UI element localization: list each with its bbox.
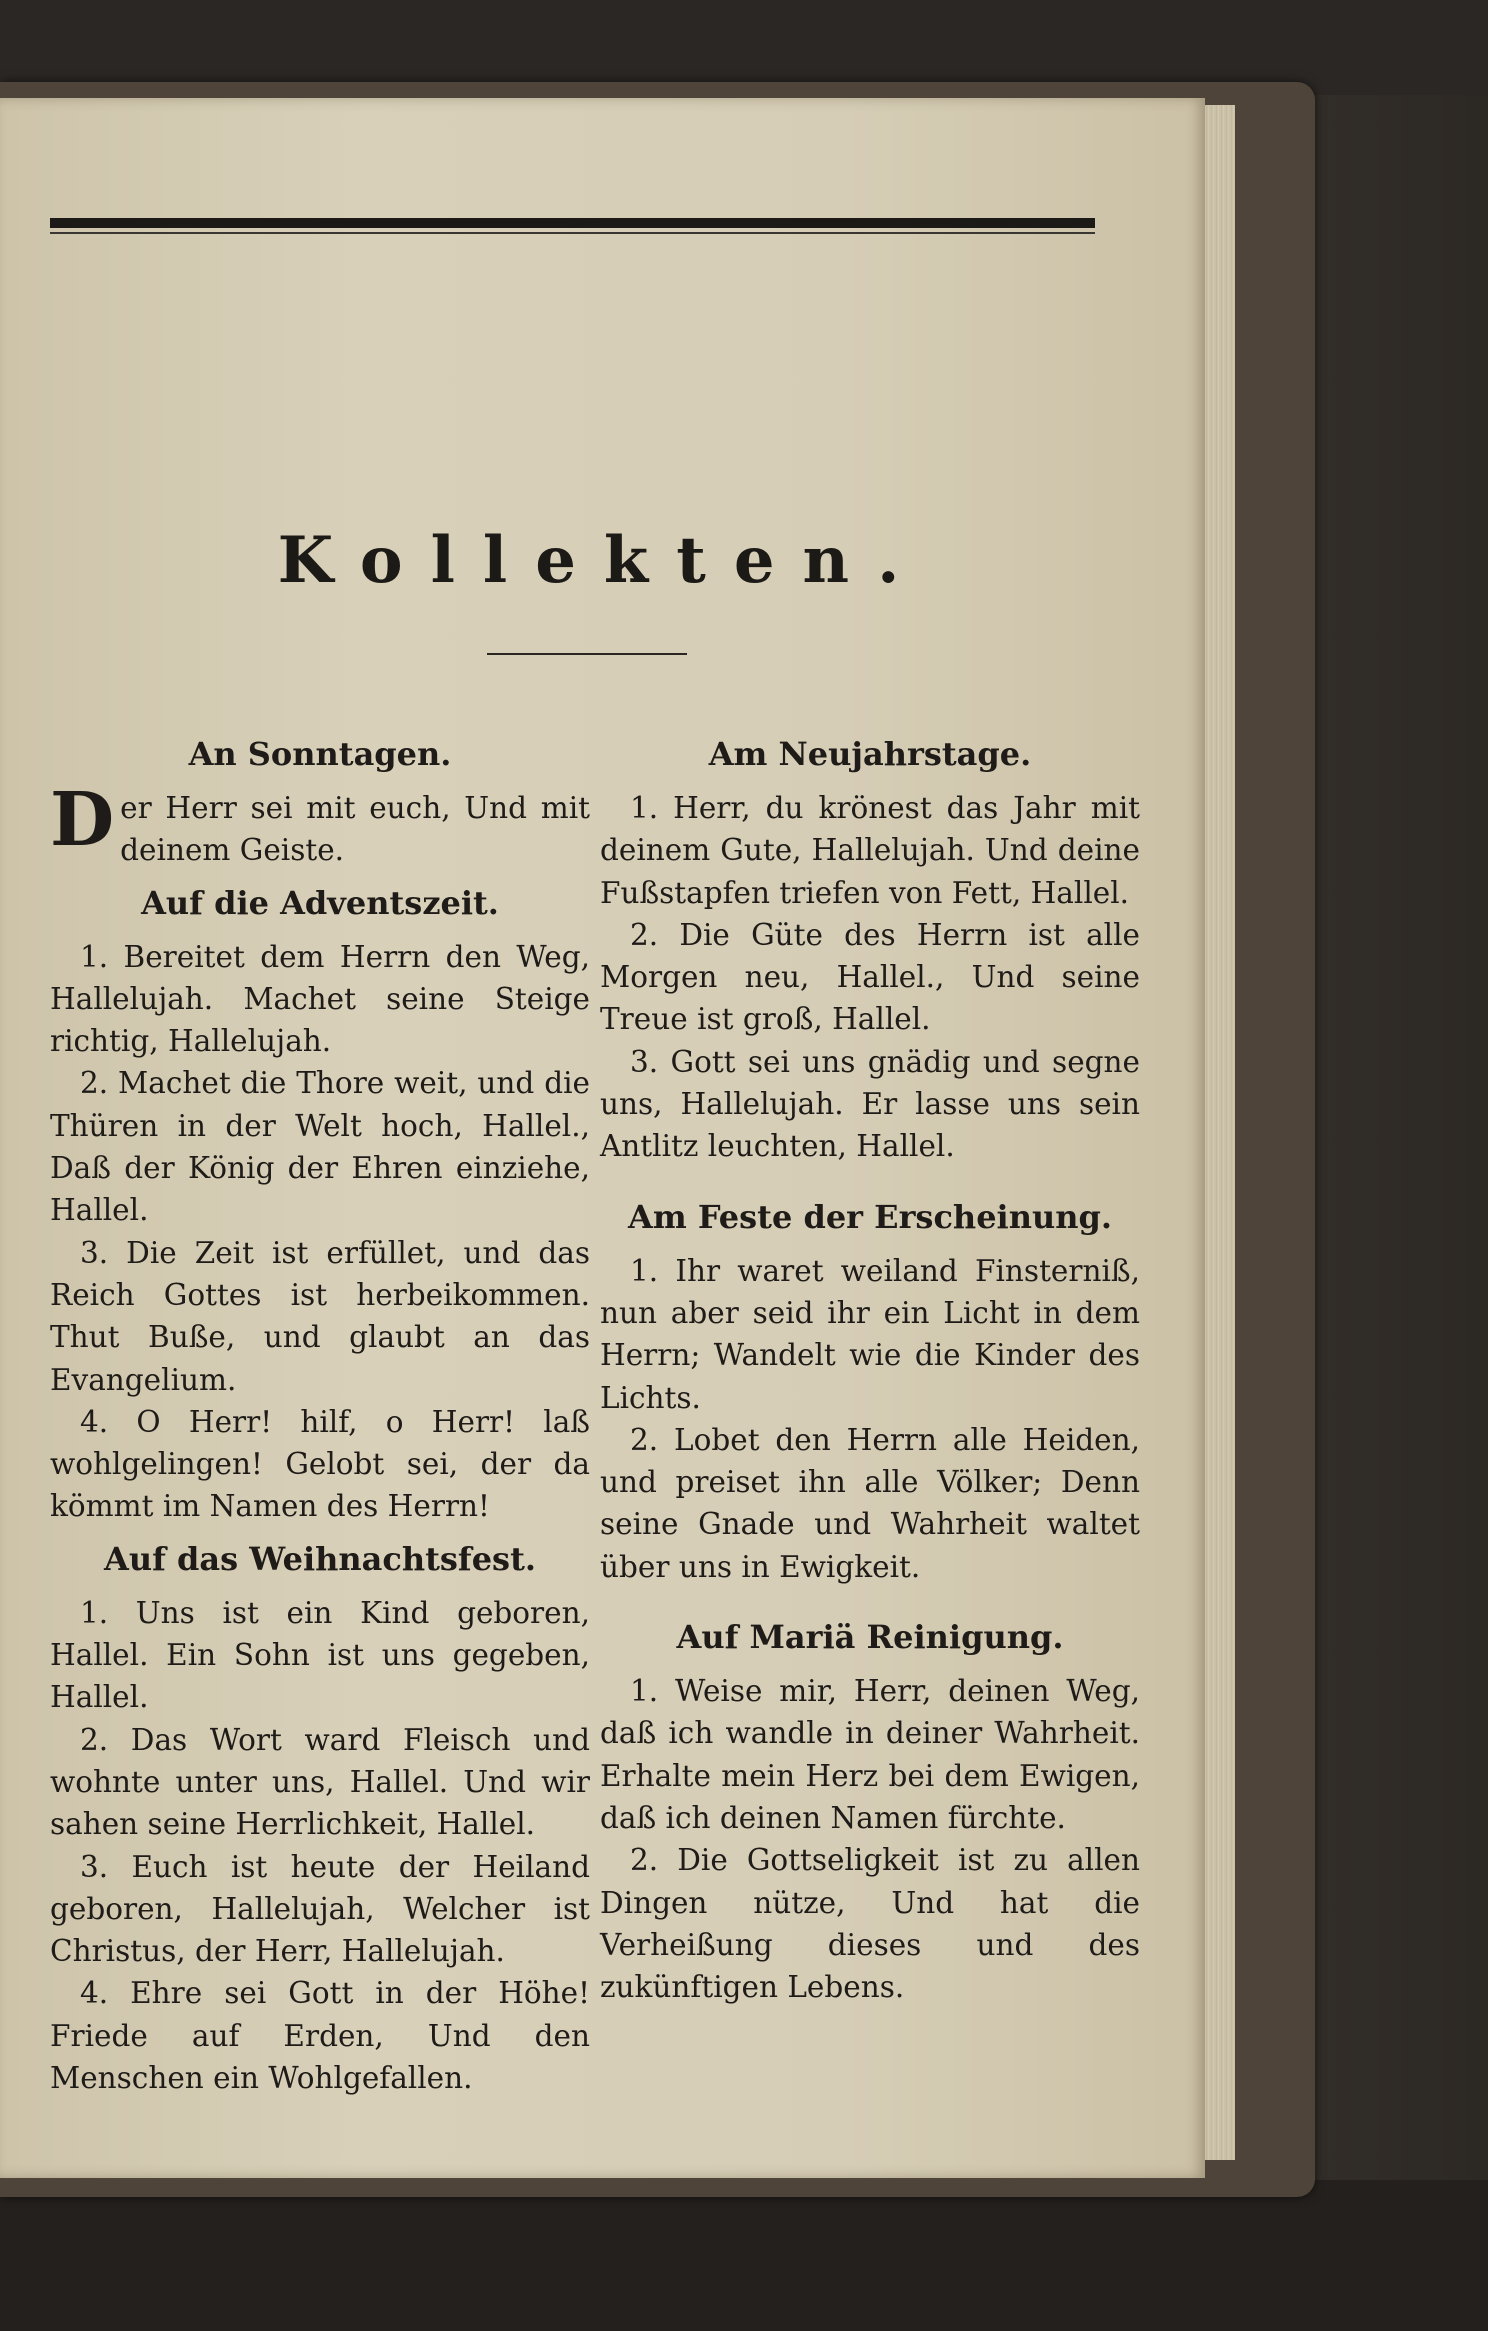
paragraph: 1. Bereitet dem Herrn den Weg, Hallelujah. Machet seine Steige richtig, Hallelujah.	[50, 939, 590, 1059]
drop-cap: D	[50, 777, 115, 863]
paragraph: 2. Die Gottseligkeit ist zu allen Dingen nütze, Und hat die Verheißung dieses und des zukünftigen Lebens.	[600, 1843, 1140, 2005]
page-title: Kollekten.	[277, 523, 928, 598]
header-rule-thin	[50, 232, 1095, 234]
paragraph: 4. O Herr! hilf, o Herr! laß wohlgelingen! Gelobt sei, der da kömmt im Namen des Herrn!	[50, 1404, 590, 1524]
section-sundays	[50, 731, 590, 872]
section-epiphany	[600, 1194, 1140, 1588]
paragraph	[50, 777, 590, 872]
paragraph: 2. Machet die Thore weit, und die Thüren in der Welt hoch, Hallel., Daß der König der Ehren einziehe, Hallel.	[50, 1066, 590, 1228]
paragraph: 3. Euch ist heute der Heiland geboren, Hallelujah, Welcher ist Christus, der Herr, Hallelujah.	[50, 1849, 590, 1969]
paragraph: 2. Die Güte des Herrn ist alle Morgen neu, Hallel., Und seine Treue ist groß, Hallel.	[600, 917, 1140, 1037]
paragraph: 3. Gott sei uns gnädig und segne uns, Hallelujah. Er lasse uns sein Antlitz leuchten, Hallel.	[600, 1044, 1140, 1164]
spacer	[600, 1168, 1140, 1186]
section-candlemas	[600, 1614, 1140, 2008]
paragraph: 4. Ehre sei Gott in der Höhe! Friede auf Erden, Und den Menschen ein Wohlgefallen.	[50, 1976, 590, 2096]
background-bottom	[0, 2180, 1488, 2331]
section-advent	[50, 880, 590, 1528]
title-rule	[487, 653, 687, 655]
section-heading: Auf Mariä Reinigung.	[676, 1618, 1064, 1657]
section-heading: Am Neujahrstage.	[708, 735, 1032, 773]
section-new-year	[600, 731, 1140, 1168]
section-heading: Auf die Adventszeit.	[141, 883, 499, 922]
paragraph: 2. Das Wort ward Fleisch und wohnte unter uns, Hallel. Und wir sahen seine Herrlichkeit, Hallel.	[50, 1722, 590, 1842]
section-heading: An Sonntagen.	[188, 735, 452, 773]
left-column	[50, 723, 590, 2099]
paragraph: 1. Weise mir, Herr, deinen Weg, daß ich wandle in deiner Wahrheit. Erhalte mein Herz bei dem Ewigen, daß ich deinen Namen fürchte.	[600, 1674, 1140, 1835]
book-page	[0, 98, 1205, 2178]
paragraph: 1. Ihr waret weiland Finsterniß, nun aber seid ihr ein Licht in dem Herrn; Wandelt wie die Kinder des Lichts.	[600, 1253, 1140, 1415]
right-column	[600, 723, 1140, 2008]
paragraph: 1. Uns ist ein Kind geboren, Hallel. Ein Sohn ist uns gegeben, Hallel.	[50, 1595, 590, 1715]
paragraph-text: er Herr sei mit euch, Und mit deinem Geiste.	[120, 791, 590, 868]
paragraph: 3. Die Zeit ist erfüllet, und das Reich Gottes ist herbeikommen. Thut Buße, und glaubt an das Evangelium.	[50, 1235, 590, 1397]
header-rule	[50, 218, 1095, 228]
section-christmas	[50, 1536, 590, 2100]
paragraph: 1. Herr, du krönest das Jahr mit deinem Gute, Hallelujah. Und deine Fußstapfen triefen von Fett, Hallel.	[600, 791, 1140, 910]
section-heading: Auf das Weihnachtsfest.	[104, 1539, 536, 1578]
spacer	[600, 1588, 1140, 1606]
section-heading: Am Feste der Erscheinung.	[627, 1197, 1113, 1236]
background-top	[0, 0, 1488, 95]
paragraph: 2. Lobet den Herrn alle Heiden, und preiset ihn alle Völker; Denn seine Gnade und Wahrheit waltet über uns in Ewigkeit.	[600, 1422, 1140, 1584]
